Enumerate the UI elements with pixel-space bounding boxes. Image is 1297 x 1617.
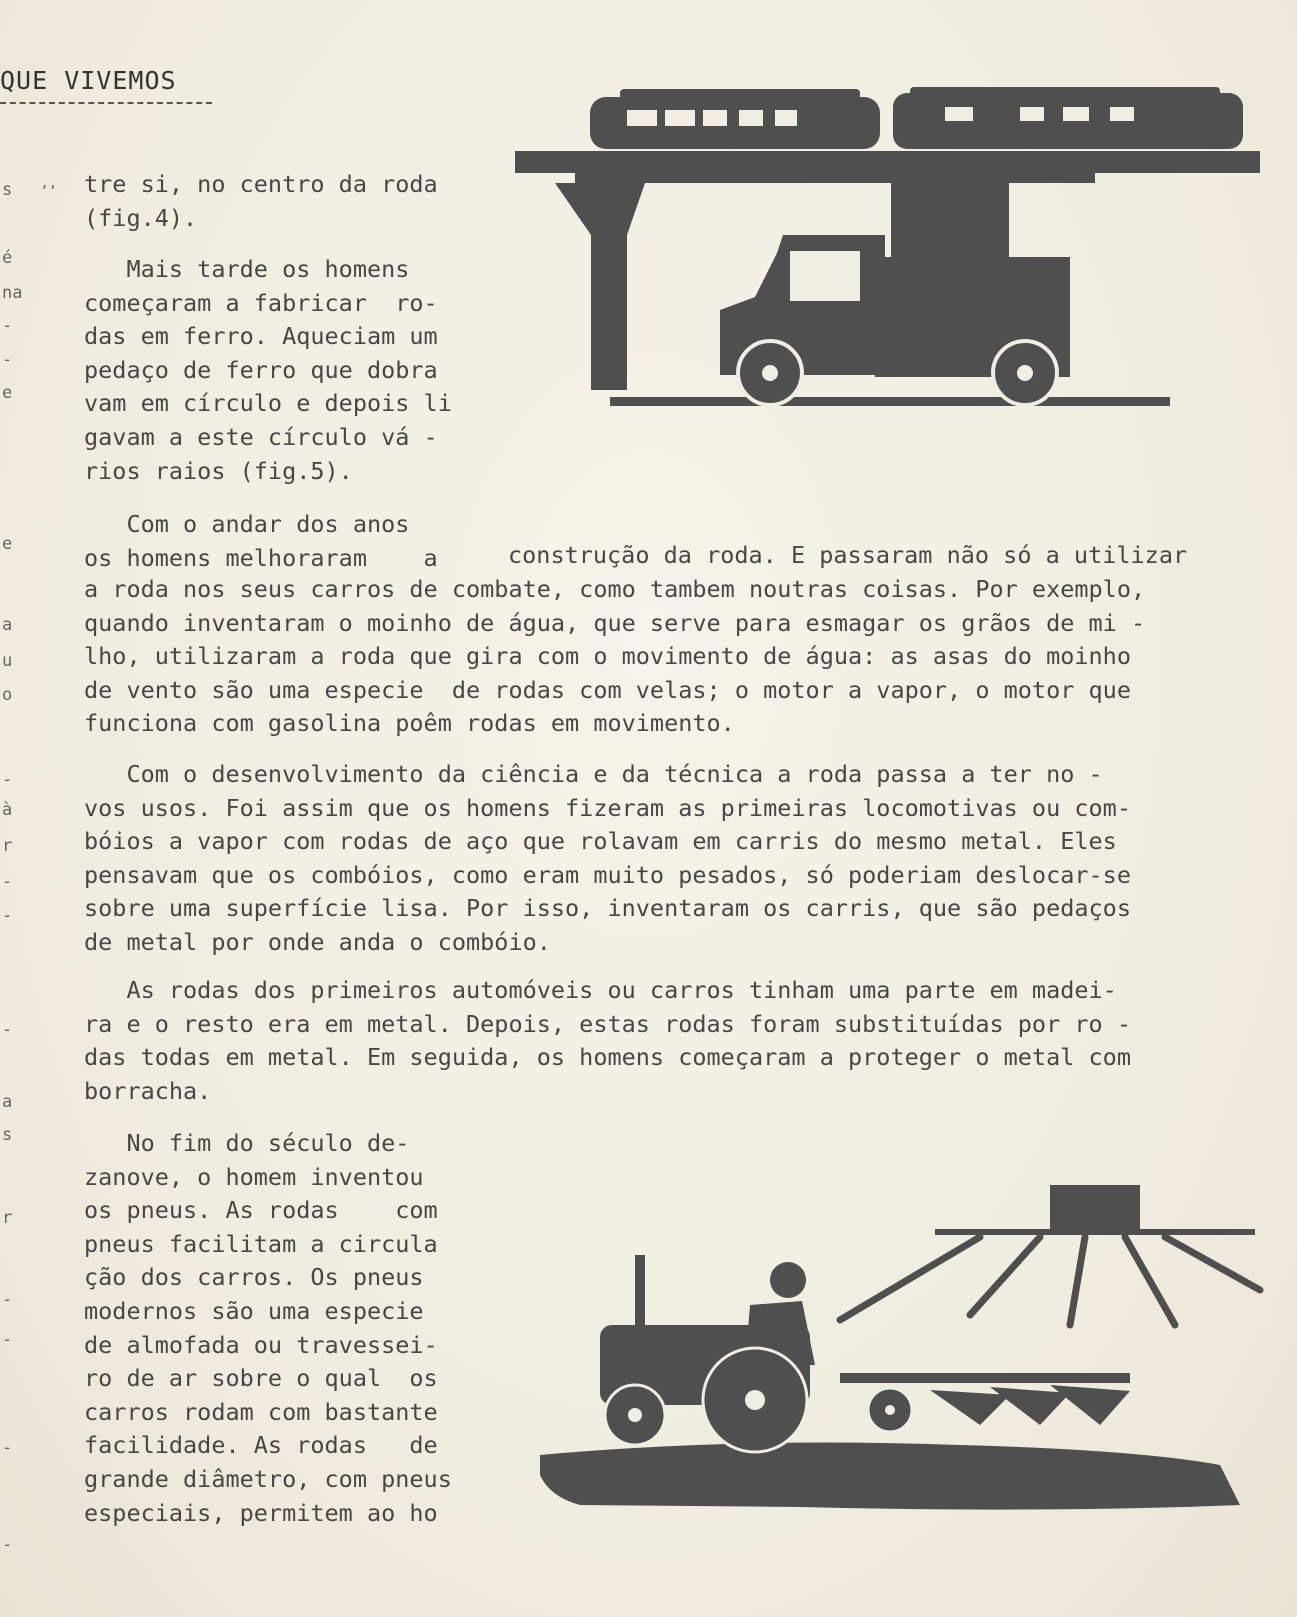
margin-fragment: - bbox=[2, 1330, 13, 1350]
margin-fragment: e bbox=[2, 383, 13, 403]
margin-fragment: - bbox=[2, 316, 13, 336]
margin-fragment: na bbox=[2, 283, 23, 303]
sun-ray bbox=[970, 1237, 1040, 1315]
plough-blades bbox=[930, 1385, 1130, 1425]
margin-fragment: - bbox=[2, 350, 13, 370]
truck-window bbox=[790, 251, 860, 301]
header-dashed-rule bbox=[0, 102, 212, 104]
margin-fragment: a bbox=[2, 615, 13, 635]
margin-fragment: - bbox=[2, 1535, 13, 1555]
plough-frame bbox=[840, 1373, 1130, 1383]
margin-fragment: s bbox=[2, 1125, 13, 1145]
paragraph-continuation: tre si, no centro da roda (fig.4). bbox=[84, 170, 438, 232]
sun-ray bbox=[840, 1237, 980, 1320]
margin-fragment: e bbox=[2, 534, 13, 554]
page-header-title: QUE VIVEMOS bbox=[0, 66, 177, 95]
ploughed-ground bbox=[540, 1443, 1240, 1510]
paragraph-automobile-wheels: As rodas dos primeiros automóveis ou carros tinham uma parte em madei- ra e o resto era em metal. Depois, estas rodas foram substituídas por ro - das todas em metal. Em seguida, os homens começaram a proteger o metal com borracha. bbox=[84, 976, 1131, 1105]
margin-fragment: à bbox=[2, 800, 13, 820]
margin-fragment: - bbox=[2, 1020, 13, 1040]
paragraph-tyres: No fim do século de- zanove, o homem inventou os pneus. As rodas com pneus facilitam a circula ção dos carros. Os pneus modernos são uma especie de almofada ou travessei- ro de ar sobre o qual os carros rodam com bastante facilidade. As rodas de grande diâmetro, com pneus especiais, permitem ao ho bbox=[84, 1129, 452, 1527]
tractor-exhaust bbox=[635, 1255, 645, 1327]
sun-ray bbox=[1070, 1237, 1085, 1325]
paragraph-improvements-body: a roda nos seus carros de combate, como tambem noutras coisas. Por exemplo, quando inventaram o moinho de água, que serve para esmagar os grãos de mi - lho, utilizaram a roda que gira com o movimento de água: as asas do moinho de vento são uma especie de rodas com velas; o motor a vapor, o motor que funciona com gasolina poêm rodas em movimento. bbox=[84, 575, 1146, 738]
margin-fragment: r bbox=[2, 1208, 13, 1228]
paragraph-iron-wheels: Mais tarde os homens começaram a fabricar ro- das em ferro. Aqueciam um pedaço de ferro que dobra vam em círculo e depois li gavam a este círculo vá - rios raios (fig.5). bbox=[84, 255, 452, 485]
ground-line bbox=[610, 397, 1170, 406]
margin-fragment: u bbox=[2, 651, 13, 671]
track-pillar bbox=[555, 183, 645, 390]
train-and-truck-illustration bbox=[515, 85, 1260, 430]
train-truck-svg bbox=[515, 85, 1260, 430]
horizon-line bbox=[935, 1229, 1255, 1235]
sun-ray bbox=[1125, 1237, 1175, 1325]
paragraph-improvements-start: Com o andar dos anos os homens melhoraram a bbox=[84, 510, 438, 572]
elevated-track bbox=[515, 151, 1260, 173]
margin-fragment: r bbox=[2, 836, 13, 856]
margin-fragment: a bbox=[2, 1092, 13, 1112]
margin-fragment: - bbox=[2, 906, 13, 926]
driver-head bbox=[770, 1262, 806, 1298]
margin-fragment: - bbox=[2, 1438, 13, 1458]
margin-fragment: - bbox=[2, 770, 13, 790]
margin-fragment: - bbox=[2, 872, 13, 892]
tractor-svg bbox=[540, 1175, 1280, 1535]
margin-fragment: s bbox=[2, 180, 13, 200]
paragraph-improvements-cont: construção da roda. E passaram não só a utilizar bbox=[508, 541, 1188, 569]
paragraph-science-technique: Com o desenvolvimento da ciência e da técnica a roda passa a ter no - vos usos. Foi assim que os homens fizeram as primeiras locomotivas ou com- bóios a vapor com rodas de aço que rolavam em carris do mesmo metal. Eles pensavam que os combóios, como eram muito pesados, só poderiam deslocar-se sobre uma superfície lisa. Por isso, inventaram os carris, que são pedaços de metal por onde anda o combóio. bbox=[84, 760, 1131, 956]
margin-fragment: - bbox=[2, 1290, 13, 1310]
sun-building bbox=[1050, 1185, 1140, 1233]
stray-quote-mark: ’’ bbox=[40, 184, 57, 200]
tractor-plough-illustration bbox=[540, 1175, 1280, 1535]
margin-fragment: é bbox=[2, 248, 13, 268]
sun-ray bbox=[1165, 1237, 1260, 1290]
margin-fragment: o bbox=[2, 685, 13, 705]
